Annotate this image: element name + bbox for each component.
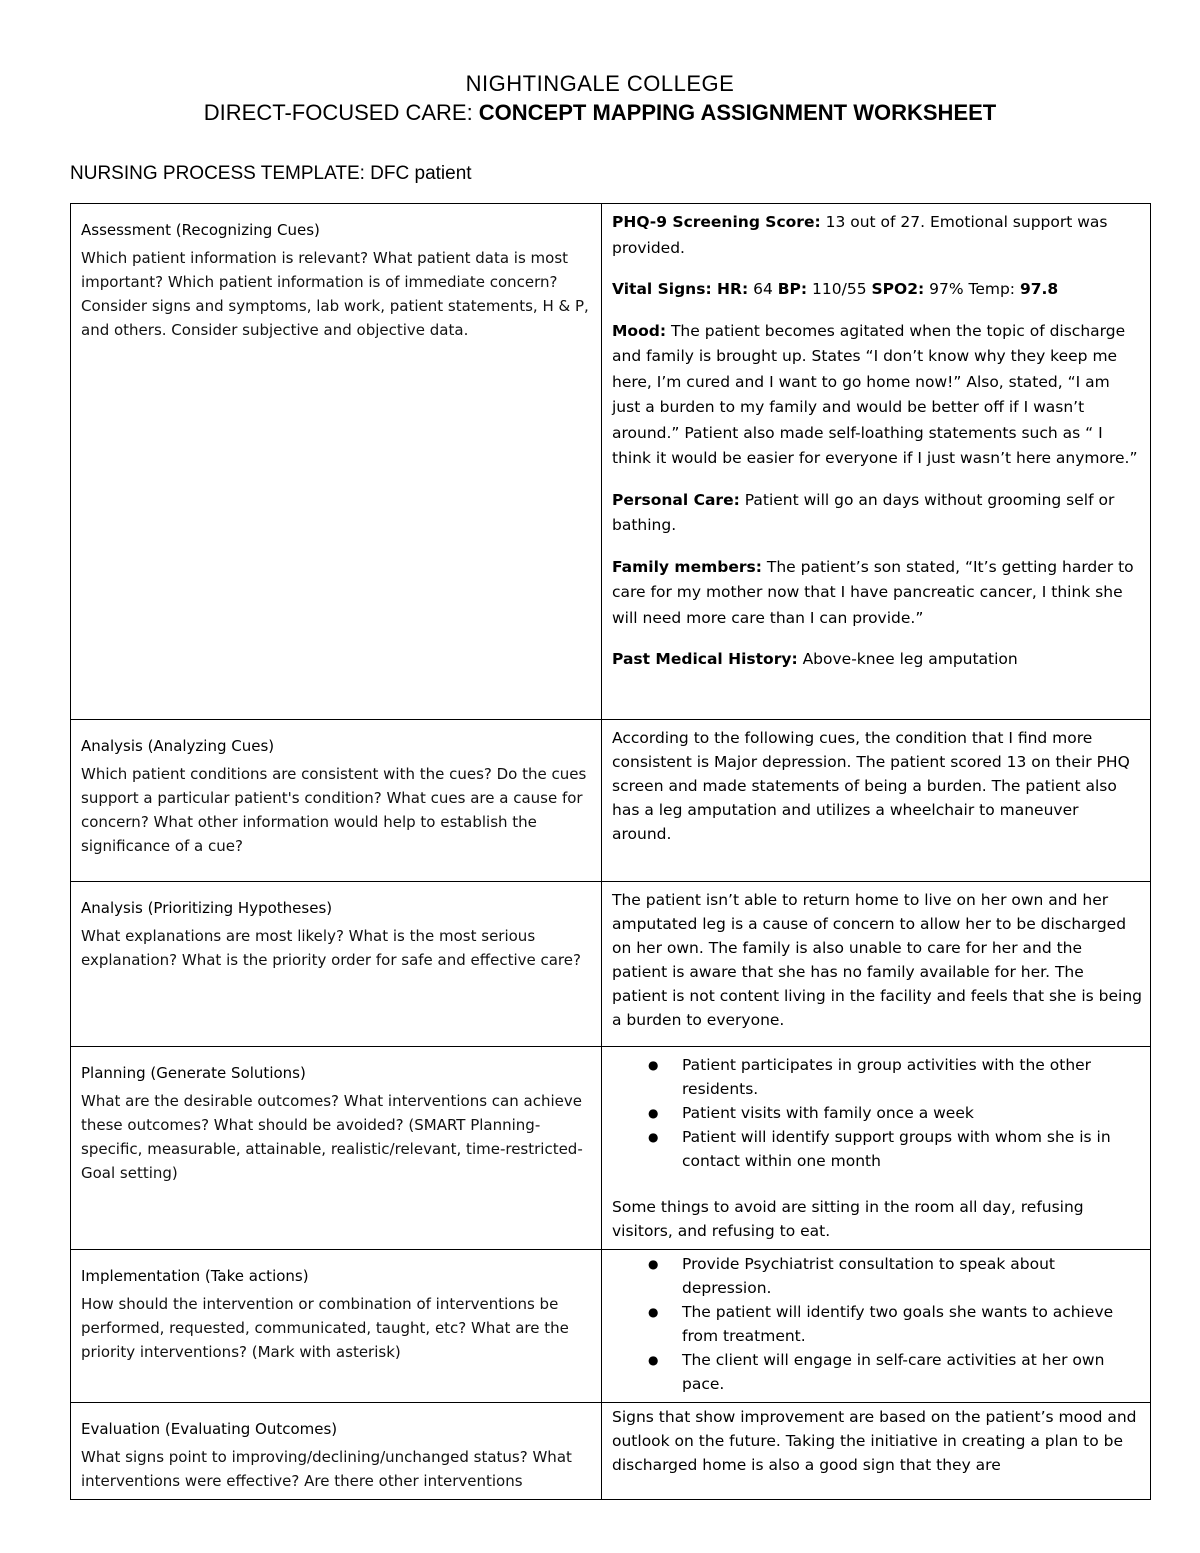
list-item: ● The client will engage in self-care activities at her own pace. [682,1348,1142,1396]
analysis-cues-response: According to the following cues, the condition that I find more consistent is Major depression. The patient scored 13 on their PHQ screen and made statements of being a burden. The patient also has a leg amputation and utilizes a wheelchair to maneuver around. [612,729,1130,843]
college-name: NIGHTINGALE COLLEGE [465,71,735,96]
planning-goals-list [612,1053,1142,1173]
past-medical-history [612,647,1142,673]
family-text: The patient’s son stated, “It’s getting harder to care for my mother now that I have pancreatic cancer, I think she will need more care than I can provide.” [612,557,1134,627]
analysis-hypotheses-prompt: What explanations are most likely? What is the most serious explanation? What is the priority order for safe and effective care? [81,927,581,969]
mood-text: The patient becomes agitated when the topic of discharge and family is brought up. States “I don’t know why they keep me here, I’m cured and I want to go home now!” Also, stated, “I am just a burden to my family and would be better off if I wasn’t around.” Patient also made self-loathing statements such as “ I think it would be easier for everyone if I just wasn’t here anymore.” [612,321,1138,467]
evaluation-prompt: What signs point to improving/declining/unchanged status? What interventions were effective? Are there other interventions [81,1448,572,1490]
phq-text: 13 out of 27. Emotional support was provided. [612,213,1108,257]
pmh-text: Above-knee leg amputation [797,650,1018,668]
personal-care [612,488,1142,539]
implementation-prompt: How should the intervention or combination of interventions be performed, requested, communicated, taught, etc? What are the priority interventions? (Mark with asterisk) [81,1295,569,1361]
family-label: Family members: [612,557,762,576]
planning-row [71,1047,1151,1250]
assessment-prompt: Which patient information is relevant? What patient data is most important? Which patient information is of immediate concern? Consider signs and symptoms, lab work, patient statements, H & P, and others. Consider subjective and objective data. [81,249,589,339]
vitals-bp: 110/55 [807,280,872,298]
family-members [612,555,1142,632]
assessment-row [71,204,1151,720]
vitals-bp-label: BP: [777,280,808,298]
planning-avoid: Some things to avoid are sitting in the room all day, refusing visitors, and refusing to eat. [612,1198,1084,1240]
nursing-process-table [70,203,1151,1500]
vitals-label: Vital Signs: HR: [612,280,749,298]
list-item: ● Patient will identify support groups with whom she is in contact within one month [682,1125,1142,1173]
mood-label: Mood: [612,321,667,340]
assessment-response-cell [602,204,1151,720]
analysis-cues-heading: Analysis (Analyzing Cues) [81,737,275,755]
title-bold: CONCEPT MAPPING ASSIGNMENT WORKSHEET [478,100,997,125]
vitals-spo2: 97% Temp: [924,280,1020,298]
analysis-cues-prompt-cell [71,720,602,882]
evaluation-response: Signs that show improvement are based on the patient’s mood and outlook on the future. Taking the initiative in creating a plan to be discharged home is also a good sign that they are [612,1408,1137,1474]
phq-score [612,210,1142,261]
evaluation-heading: Evaluation (Evaluating Outcomes) [81,1420,338,1438]
title-prefix: DIRECT-FOCUSED CARE: [203,100,479,125]
template-subtitle: NURSING PROCESS TEMPLATE: DFC patient [70,163,472,184]
analysis-hypotheses-prompt-cell [71,882,602,1047]
mood [612,319,1142,472]
implementation-response-cell [602,1250,1151,1403]
analysis-hypotheses-response-cell [602,882,1151,1047]
analysis-hypotheses-heading: Analysis (Prioritizing Hypotheses) [81,899,333,917]
implementation-heading: Implementation (Take actions) [81,1267,309,1285]
list-item: ● Patient visits with family once a week [682,1101,1142,1125]
evaluation-response-cell [602,1403,1151,1500]
phq-label: PHQ-9 Screening Score: [612,213,821,231]
evaluation-prompt-cell [71,1403,602,1500]
assessment-heading: Assessment (Recognizing Cues) [81,221,320,239]
assessment-prompt-cell [71,204,602,720]
document-header [0,70,1200,128]
analysis-hypotheses-row [71,882,1151,1047]
vitals-spo2-label: SPO2: [871,280,925,298]
care-text: Patient will go an days without grooming self or bathing. [612,490,1115,534]
analysis-hypotheses-response: The patient isn’t able to return home to live on her own and her amputated leg is a cause of concern to allow her to be discharged on her own. The family is also unable to care for her and the patient is aware that she has no family available for her. The patient is not content living in the facility and feels that she is being a burden to everyone. [612,891,1142,1029]
worksheet-title [0,98,1200,128]
planning-prompt: What are the desirable outcomes? What interventions can achieve these outcomes? What should be avoided? (SMART Planning-specific, measurable, attainable, realistic/relevant, time-restricted-Goal setting) [81,1092,583,1182]
analysis-cues-response-cell [602,720,1151,882]
planning-response-cell [602,1047,1151,1250]
care-label: Personal Care: [612,490,740,509]
planning-heading: Planning (Generate Solutions) [81,1064,306,1082]
analysis-cues-prompt: Which patient conditions are consistent with the cues? Do the cues support a particular patient's condition? What cues are a cause for concern? What other information would help to establish the significance of a cue? [81,765,587,855]
list-item: ● The patient will identify two goals she wants to achieve from treatment. [682,1300,1142,1348]
pmh-label: Past Medical History: [612,650,798,668]
vital-signs [612,277,1142,303]
vitals-temp: 97.8 [1019,280,1059,298]
planning-prompt-cell [71,1047,602,1250]
implementation-row [71,1250,1151,1403]
vitals-hr: 64 [748,280,778,298]
evaluation-row [71,1403,1151,1500]
analysis-cues-row [71,720,1151,882]
list-item: ● Provide Psychiatrist consultation to speak about depression. [682,1252,1142,1300]
implementation-prompt-cell [71,1250,602,1403]
implementation-actions-list [612,1252,1142,1396]
list-item: ● Patient participates in group activities with the other residents. [682,1053,1142,1101]
